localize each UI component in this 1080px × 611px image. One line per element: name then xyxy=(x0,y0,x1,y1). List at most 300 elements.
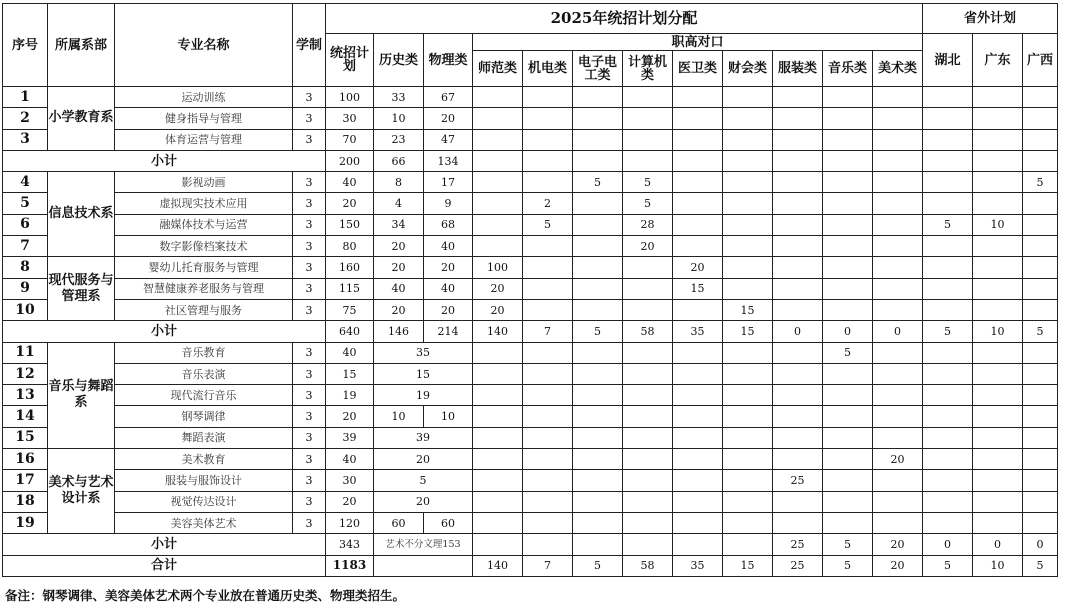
grand-total-blank xyxy=(374,555,473,576)
study-years: 3 xyxy=(293,385,326,406)
vocational-quota xyxy=(473,236,523,257)
subtotal-history: 146 xyxy=(374,321,424,342)
vocational-quota xyxy=(823,385,873,406)
header-voc-col: 医卫类 xyxy=(673,51,723,87)
province-quota xyxy=(1023,87,1058,108)
subtotal-province xyxy=(1023,150,1058,171)
vocational-quota xyxy=(673,299,723,320)
art-quota: 5 xyxy=(374,470,473,491)
major-name: 健身指导与管理 xyxy=(115,108,293,129)
study-years: 3 xyxy=(293,406,326,427)
vocational-quota xyxy=(773,491,823,512)
row-number: 15 xyxy=(3,427,48,448)
quota-total: 19 xyxy=(326,385,374,406)
vocational-quota xyxy=(823,427,873,448)
province-quota xyxy=(973,342,1023,363)
physics-quota: 9 xyxy=(424,193,473,214)
vocational-quota: 20 xyxy=(873,449,923,470)
row-number: 13 xyxy=(3,385,48,406)
header-voc-col: 电子电工类 xyxy=(573,51,623,87)
department-name: 信息技术系 xyxy=(48,172,115,257)
study-years: 3 xyxy=(293,108,326,129)
province-quota xyxy=(923,449,973,470)
vocational-quota xyxy=(673,512,723,533)
subtotal-vocational: 25 xyxy=(773,534,823,555)
vocational-quota: 5 xyxy=(573,172,623,193)
subtotal-vocational xyxy=(473,534,523,555)
quota-total: 80 xyxy=(326,236,374,257)
province-quota: 10 xyxy=(973,214,1023,235)
vocational-quota: 20 xyxy=(623,236,673,257)
physics-quota: 60 xyxy=(424,512,473,533)
footnote: 备注：钢琴调律、美容美体艺术两个专业放在普通历史类、物理类招生。 xyxy=(5,588,406,603)
study-years: 3 xyxy=(293,470,326,491)
vocational-quota xyxy=(623,427,673,448)
vocational-quota xyxy=(773,278,823,299)
vocational-quota xyxy=(473,470,523,491)
grand-vocational: 35 xyxy=(673,555,723,576)
header-voc-col: 服装类 xyxy=(773,51,823,87)
province-quota xyxy=(973,278,1023,299)
province-quota xyxy=(1023,129,1058,150)
vocational-quota xyxy=(873,363,923,384)
vocational-quota: 28 xyxy=(623,214,673,235)
province-quota xyxy=(923,193,973,214)
grand-total-label: 合计 xyxy=(3,555,326,576)
grand-total-row xyxy=(3,555,1058,576)
vocational-quota xyxy=(723,491,773,512)
province-quota xyxy=(923,129,973,150)
quota-total: 150 xyxy=(326,214,374,235)
physics-quota: 67 xyxy=(424,87,473,108)
province-quota xyxy=(1023,385,1058,406)
study-years: 3 xyxy=(293,491,326,512)
table-row xyxy=(3,491,1058,512)
table-row xyxy=(3,236,1058,257)
vocational-quota xyxy=(673,385,723,406)
vocational-quota xyxy=(473,363,523,384)
province-quota xyxy=(1023,406,1058,427)
study-years: 3 xyxy=(293,363,326,384)
subtotal-province xyxy=(923,150,973,171)
subtotal-vocational: 5 xyxy=(573,321,623,342)
subtotal-vocational xyxy=(723,534,773,555)
row-number: 19 xyxy=(3,512,48,533)
history-quota: 10 xyxy=(374,406,424,427)
subtotal-physics: 214 xyxy=(424,321,473,342)
vocational-quota xyxy=(573,236,623,257)
vocational-quota xyxy=(573,278,623,299)
subtotal-total: 200 xyxy=(326,150,374,171)
province-quota xyxy=(973,470,1023,491)
province-quota xyxy=(923,427,973,448)
vocational-quota xyxy=(473,108,523,129)
vocational-quota xyxy=(673,236,723,257)
province-quota xyxy=(1023,470,1058,491)
province-quota xyxy=(923,278,973,299)
header-voc-col: 财会类 xyxy=(723,51,773,87)
subtotal-province: 5 xyxy=(1023,321,1058,342)
vocational-quota xyxy=(723,512,773,533)
vocational-quota xyxy=(823,278,873,299)
vocational-quota xyxy=(873,172,923,193)
province-quota xyxy=(1023,214,1058,235)
vocational-quota: 5 xyxy=(623,172,673,193)
history-quota: 20 xyxy=(374,257,424,278)
major-name: 智慧健康养老服务与管理 xyxy=(115,278,293,299)
vocational-quota xyxy=(873,193,923,214)
subtotal-province: 10 xyxy=(973,321,1023,342)
subtotal-province: 0 xyxy=(923,534,973,555)
history-quota: 60 xyxy=(374,512,424,533)
header-voc-col: 音乐类 xyxy=(823,51,873,87)
vocational-quota xyxy=(473,193,523,214)
province-quota xyxy=(973,512,1023,533)
grand-vocational: 5 xyxy=(823,555,873,576)
vocational-quota: 15 xyxy=(673,278,723,299)
vocational-quota xyxy=(673,87,723,108)
history-quota: 4 xyxy=(374,193,424,214)
history-quota: 20 xyxy=(374,236,424,257)
subtotal-vocational xyxy=(523,150,573,171)
province-quota: 5 xyxy=(923,214,973,235)
vocational-quota xyxy=(623,363,673,384)
quota-total: 75 xyxy=(326,299,374,320)
table-row xyxy=(3,257,1058,278)
vocational-quota xyxy=(773,342,823,363)
grand-province: 5 xyxy=(923,555,973,576)
table-row xyxy=(3,87,1058,108)
province-quota xyxy=(923,385,973,406)
province-quota: 5 xyxy=(1023,172,1058,193)
department-name: 音乐与舞蹈系 xyxy=(48,342,115,448)
vocational-quota xyxy=(823,512,873,533)
art-quota: 20 xyxy=(374,491,473,512)
row-number: 5 xyxy=(3,193,48,214)
grand-province: 5 xyxy=(1023,555,1058,576)
vocational-quota: 20 xyxy=(473,278,523,299)
province-quota xyxy=(1023,363,1058,384)
province-quota xyxy=(973,193,1023,214)
subtotal-row xyxy=(3,150,1058,171)
vocational-quota xyxy=(723,449,773,470)
vocational-quota xyxy=(823,449,873,470)
header-province: 湖北 xyxy=(923,34,973,87)
vocational-quota xyxy=(623,512,673,533)
province-quota xyxy=(973,491,1023,512)
vocational-quota: 25 xyxy=(773,470,823,491)
province-quota xyxy=(973,87,1023,108)
enrollment-plan-table xyxy=(2,3,1058,577)
vocational-quota xyxy=(673,172,723,193)
physics-quota: 68 xyxy=(424,214,473,235)
vocational-quota xyxy=(873,406,923,427)
grand-vocational: 140 xyxy=(473,555,523,576)
vocational-quota xyxy=(473,342,523,363)
province-quota xyxy=(923,299,973,320)
quota-total: 160 xyxy=(326,257,374,278)
history-quota: 23 xyxy=(374,129,424,150)
vocational-quota xyxy=(623,278,673,299)
table-row xyxy=(3,129,1058,150)
header-seq: 序号 xyxy=(3,4,48,87)
subtotal-vocational xyxy=(473,150,523,171)
vocational-quota xyxy=(823,406,873,427)
vocational-quota xyxy=(773,193,823,214)
vocational-quota xyxy=(473,214,523,235)
vocational-quota xyxy=(573,406,623,427)
vocational-quota xyxy=(573,342,623,363)
subtotal-vocational: 58 xyxy=(623,321,673,342)
major-name: 影视动画 xyxy=(115,172,293,193)
vocational-quota xyxy=(523,172,573,193)
major-name: 融媒体技术与运营 xyxy=(115,214,293,235)
vocational-quota xyxy=(523,449,573,470)
history-quota: 33 xyxy=(374,87,424,108)
vocational-quota xyxy=(823,172,873,193)
vocational-quota xyxy=(473,385,523,406)
physics-quota: 47 xyxy=(424,129,473,150)
vocational-quota xyxy=(523,278,573,299)
vocational-quota: 5 xyxy=(823,342,873,363)
vocational-quota xyxy=(873,87,923,108)
vocational-quota xyxy=(623,342,673,363)
department-name: 美术与艺术设计系 xyxy=(48,449,115,534)
table-row xyxy=(3,406,1058,427)
vocational-quota xyxy=(623,257,673,278)
vocational-quota xyxy=(723,278,773,299)
quota-total: 115 xyxy=(326,278,374,299)
study-years: 3 xyxy=(293,299,326,320)
history-quota: 10 xyxy=(374,108,424,129)
row-number: 16 xyxy=(3,449,48,470)
vocational-quota xyxy=(723,257,773,278)
study-years: 3 xyxy=(293,449,326,470)
vocational-quota xyxy=(473,406,523,427)
vocational-quota xyxy=(623,108,673,129)
province-quota xyxy=(973,299,1023,320)
province-quota xyxy=(923,236,973,257)
vocational-quota xyxy=(523,299,573,320)
subtotal-total: 640 xyxy=(326,321,374,342)
physics-quota: 40 xyxy=(424,236,473,257)
vocational-quota xyxy=(773,257,823,278)
subtotal-vocational: 0 xyxy=(873,321,923,342)
province-quota xyxy=(973,129,1023,150)
vocational-quota xyxy=(823,491,873,512)
vocational-quota xyxy=(823,299,873,320)
vocational-quota xyxy=(523,385,573,406)
vocational-quota xyxy=(723,172,773,193)
art-quota: 39 xyxy=(374,427,473,448)
province-quota xyxy=(973,236,1023,257)
subtotal-vocational xyxy=(623,534,673,555)
vocational-quota xyxy=(473,87,523,108)
table-row xyxy=(3,470,1058,491)
subtotal-vocational xyxy=(573,534,623,555)
vocational-quota: 15 xyxy=(723,299,773,320)
major-name: 数字影像档案技术 xyxy=(115,236,293,257)
vocational-quota xyxy=(573,363,623,384)
major-name: 社区管理与服务 xyxy=(115,299,293,320)
subtotal-vocational xyxy=(523,534,573,555)
study-years: 3 xyxy=(293,172,326,193)
grand-vocational: 25 xyxy=(773,555,823,576)
vocational-quota xyxy=(573,214,623,235)
province-quota xyxy=(923,406,973,427)
province-quota xyxy=(973,427,1023,448)
vocational-quota xyxy=(573,87,623,108)
subtotal-vocational xyxy=(623,150,673,171)
vocational-quota xyxy=(673,363,723,384)
vocational-quota xyxy=(873,385,923,406)
physics-quota: 10 xyxy=(424,406,473,427)
province-quota xyxy=(1023,257,1058,278)
vocational-quota xyxy=(823,214,873,235)
vocational-quota xyxy=(573,470,623,491)
province-quota xyxy=(973,172,1023,193)
major-name: 美术教育 xyxy=(115,449,293,470)
vocational-quota xyxy=(573,449,623,470)
physics-quota: 20 xyxy=(424,257,473,278)
header-voc-col: 师范类 xyxy=(473,51,523,87)
major-name: 运动训练 xyxy=(115,87,293,108)
province-quota xyxy=(1023,427,1058,448)
row-number: 8 xyxy=(3,257,48,278)
province-quota xyxy=(1023,342,1058,363)
vocational-quota xyxy=(523,129,573,150)
physics-quota: 20 xyxy=(424,108,473,129)
vocational-quota xyxy=(773,406,823,427)
vocational-quota xyxy=(523,108,573,129)
grand-vocational: 15 xyxy=(723,555,773,576)
row-number: 2 xyxy=(3,108,48,129)
vocational-quota xyxy=(873,470,923,491)
vocational-quota xyxy=(573,427,623,448)
subtotal-vocational xyxy=(773,150,823,171)
art-quota: 19 xyxy=(374,385,473,406)
history-quota: 34 xyxy=(374,214,424,235)
vocational-quota xyxy=(523,491,573,512)
grand-province: 10 xyxy=(973,555,1023,576)
table-row xyxy=(3,214,1058,235)
major-name: 舞蹈表演 xyxy=(115,427,293,448)
header-vocational: 职高对口 xyxy=(473,34,923,51)
study-years: 3 xyxy=(293,129,326,150)
grand-total-value: 1183 xyxy=(326,555,374,576)
major-name: 服装与服饰设计 xyxy=(115,470,293,491)
vocational-quota xyxy=(523,427,573,448)
vocational-quota xyxy=(723,363,773,384)
vocational-quota xyxy=(673,470,723,491)
province-quota xyxy=(1023,108,1058,129)
vocational-quota xyxy=(873,108,923,129)
vocational-quota xyxy=(623,470,673,491)
province-quota xyxy=(923,87,973,108)
vocational-quota: 2 xyxy=(523,193,573,214)
vocational-quota: 100 xyxy=(473,257,523,278)
vocational-quota xyxy=(723,342,773,363)
major-name: 虚拟现实技术应用 xyxy=(115,193,293,214)
vocational-quota xyxy=(523,236,573,257)
table-row xyxy=(3,363,1058,384)
vocational-quota xyxy=(573,193,623,214)
vocational-quota xyxy=(673,108,723,129)
quota-total: 15 xyxy=(326,363,374,384)
vocational-quota xyxy=(723,129,773,150)
vocational-quota xyxy=(573,385,623,406)
province-quota xyxy=(973,108,1023,129)
physics-quota: 17 xyxy=(424,172,473,193)
plan-title: 2025年统招计划分配 xyxy=(326,4,923,34)
vocational-quota xyxy=(773,385,823,406)
vocational-quota xyxy=(723,406,773,427)
subtotal-art: 艺术不分文理153 xyxy=(374,534,473,555)
province-quota xyxy=(1023,299,1058,320)
vocational-quota xyxy=(623,129,673,150)
vocational-quota xyxy=(523,363,573,384)
vocational-quota xyxy=(623,449,673,470)
province-quota xyxy=(973,406,1023,427)
province-quota xyxy=(923,257,973,278)
vocational-quota xyxy=(573,108,623,129)
department-name: 小学教育系 xyxy=(48,87,115,151)
vocational-quota xyxy=(723,87,773,108)
vocational-quota xyxy=(873,512,923,533)
study-years: 3 xyxy=(293,236,326,257)
vocational-quota xyxy=(723,427,773,448)
vocational-quota xyxy=(473,512,523,533)
header-province: 广东 xyxy=(973,34,1023,87)
vocational-quota xyxy=(723,214,773,235)
table-row xyxy=(3,299,1058,320)
study-years: 3 xyxy=(293,214,326,235)
quota-total: 30 xyxy=(326,470,374,491)
quota-total: 20 xyxy=(326,406,374,427)
subtotal-vocational: 0 xyxy=(773,321,823,342)
subtotal-vocational: 5 xyxy=(823,534,873,555)
study-years: 3 xyxy=(293,427,326,448)
province-quota xyxy=(973,363,1023,384)
history-quota: 40 xyxy=(374,278,424,299)
vocational-quota xyxy=(773,427,823,448)
table-row xyxy=(3,427,1058,448)
vocational-quota xyxy=(723,385,773,406)
vocational-quota xyxy=(773,108,823,129)
subtotal-history: 66 xyxy=(374,150,424,171)
art-quota: 20 xyxy=(374,449,473,470)
province-quota xyxy=(1023,278,1058,299)
vocational-quota xyxy=(623,299,673,320)
province-quota xyxy=(973,385,1023,406)
quota-total: 30 xyxy=(326,108,374,129)
header-quota: 统招计划 xyxy=(326,34,374,87)
subtotal-vocational: 0 xyxy=(823,321,873,342)
vocational-quota xyxy=(523,512,573,533)
study-years: 3 xyxy=(293,193,326,214)
subtotal-province xyxy=(973,150,1023,171)
vocational-quota xyxy=(573,299,623,320)
department-name: 现代服务与管理系 xyxy=(48,257,115,321)
vocational-quota xyxy=(873,257,923,278)
major-name: 美容美体艺术 xyxy=(115,512,293,533)
row-number: 12 xyxy=(3,363,48,384)
quota-total: 120 xyxy=(326,512,374,533)
vocational-quota xyxy=(873,491,923,512)
vocational-quota xyxy=(723,236,773,257)
subtotal-vocational: 15 xyxy=(723,321,773,342)
vocational-quota xyxy=(523,470,573,491)
